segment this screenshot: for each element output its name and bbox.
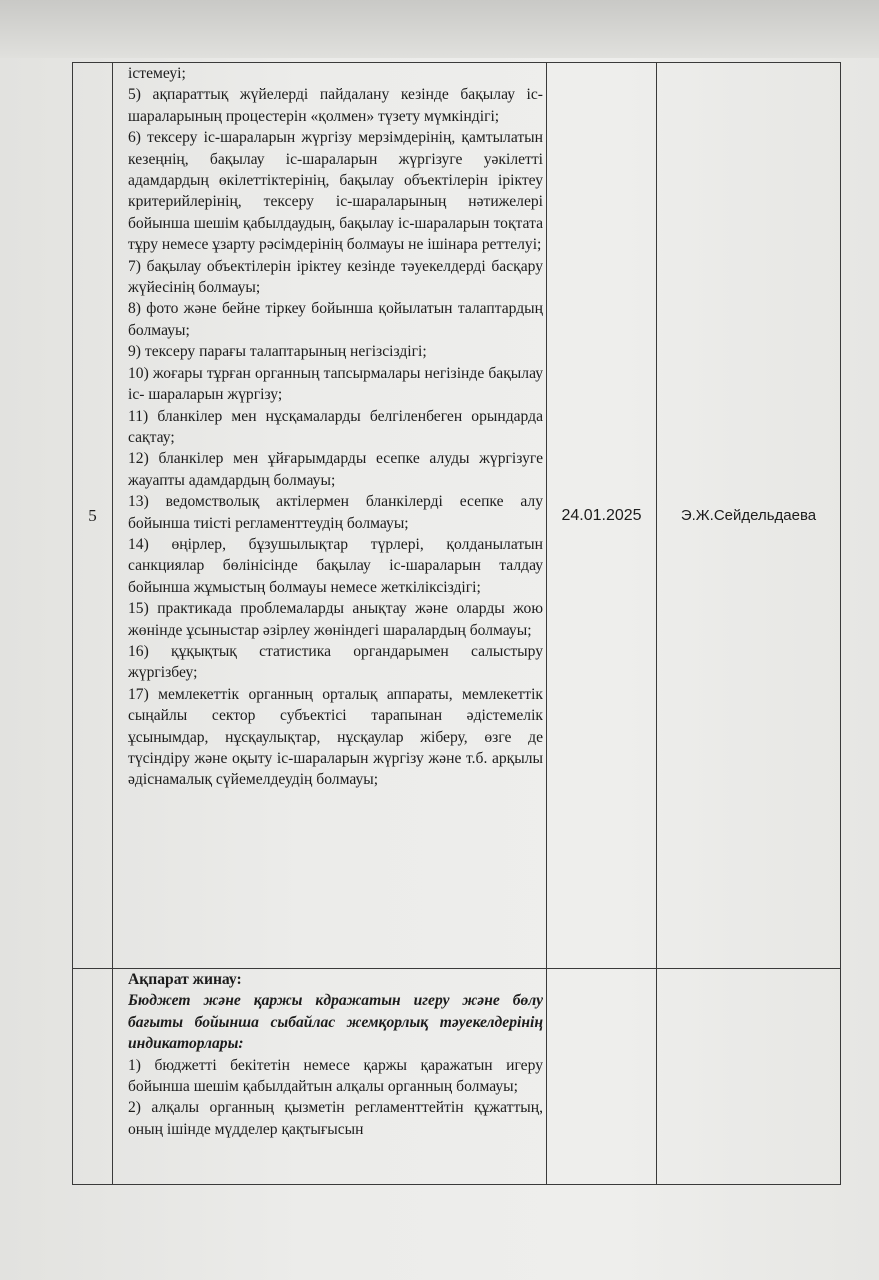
list-item: 11) бланкілер мен нұсқамаларды белгіленбеген орындарда сақтау; — [128, 407, 543, 446]
table-row — [73, 63, 841, 969]
description-cell — [113, 63, 547, 969]
responsible-person: Э.Ж.Сейдельдаева — [680, 507, 817, 524]
responsible-cell — [657, 969, 841, 1185]
list-item: 2) алқалы органның қызметін регламенттейтін құжаттың, оның ішінде мүдделер қақтығысын — [128, 1099, 543, 1138]
list-item: 15) практикада проблемаларды анықтау және оларды жою жөнінде ұсыныстар әзірлеу жөніндегі шаралардың болмауы; — [128, 600, 543, 639]
section-heading: Ақпарат жинау: — [128, 971, 242, 988]
list-item: 17) мемлекеттік органның орталық аппараты, мемлекеттік сыңайлы сектор субъектісі тарапынан әдістемелік ұсынымдар, нұсқаулықтар, нұсқаулар жіберу, өзге де түсіндіру және оқыту іс-шараларын жүргізу және т.б. арқылы әдіснамалық сүйемелдеудің болмауы; — [128, 685, 543, 789]
risk-table — [72, 62, 841, 1185]
description-cell — [113, 969, 547, 1185]
date-cell — [547, 63, 657, 969]
table-row — [73, 969, 841, 1185]
list-item: 14) өңірлер, бұзушылықтар түрлері, қолданылатын санкциялар бөлінісінде бақылау іс-шараларын талдау бойынша жұмыстың болмауы немесе жеткіліксіздігі; — [128, 535, 543, 596]
list-item: 16) құқықтық статистика органдарымен салыстыру жүргізбеу; — [128, 642, 543, 682]
row-number-cell — [73, 63, 113, 969]
date-cell — [547, 969, 657, 1185]
list-item: 10) жоғары тұрған органның тапсырмалары негізінде бақылау іс- шараларын жүргізу; — [128, 364, 543, 404]
section-subheading: Бюджет және қаржы кдражатын игеру және бөлу бағыты бойынша сыбайлас жемқорлық тәуекелдерінің индикаторлары: — [128, 992, 543, 1053]
list-item: 5) ақпараттық жүйелерді пайдалану кезінде бақылау іс- шараларының процестерін «қолмен» түзету мүмкіндігі; — [128, 86, 543, 125]
list-item: 12) бланкілер мен ұйғарымдарды есепке алуды жүргізуге жауапты адамдардың болмауы; — [128, 450, 543, 489]
top-shadow — [0, 0, 879, 58]
list-item: 8) фото және бейне тіркеу бойынша қойылатын талаптардың болмауы; — [128, 300, 543, 339]
list-item: 7) бақылау объектілерін іріктеу кезінде тәуекелдерді басқару жүйесінің болмауы; — [128, 257, 543, 297]
responsible-cell — [657, 63, 841, 969]
list-item: 1) бюджетті бекітетін немесе қаржы қаражатын игеру бойынша шешім қабылдайтын алқалы органның болмауы; — [128, 1056, 543, 1096]
row-number: 5 — [88, 505, 97, 525]
deadline-date: 24.01.2025 — [561, 506, 642, 524]
description-content — [128, 969, 543, 1183]
list-item: 13) ведомстволық актілермен бланкілерді есепке алу бойынша тиісті регламенттеудің болмауы; — [128, 493, 543, 532]
list-item: 6) тексеру іс-шараларын жүргізу мерзімдерінің, қамтылатын кезеңнің, бақылау іс-шараларын жүргізуге уәкілетті адамдардың өкілеттіктерінің, бақылау объектілерін іріктеу критерийлерінің, тексеру іс-шараларының нәтижелері бойынша шешім қабылдаудың, бақылау іс-шараларын тоқтата тұру немесе ұзарту рәсімдерінің болмауы не ішінара реттелуі; — [128, 129, 543, 254]
row-number-cell — [73, 969, 113, 1185]
list-item: 9) тексеру парағы талаптарының негізсіздігі; — [128, 343, 427, 361]
list-item: істемеуі; — [128, 65, 186, 82]
